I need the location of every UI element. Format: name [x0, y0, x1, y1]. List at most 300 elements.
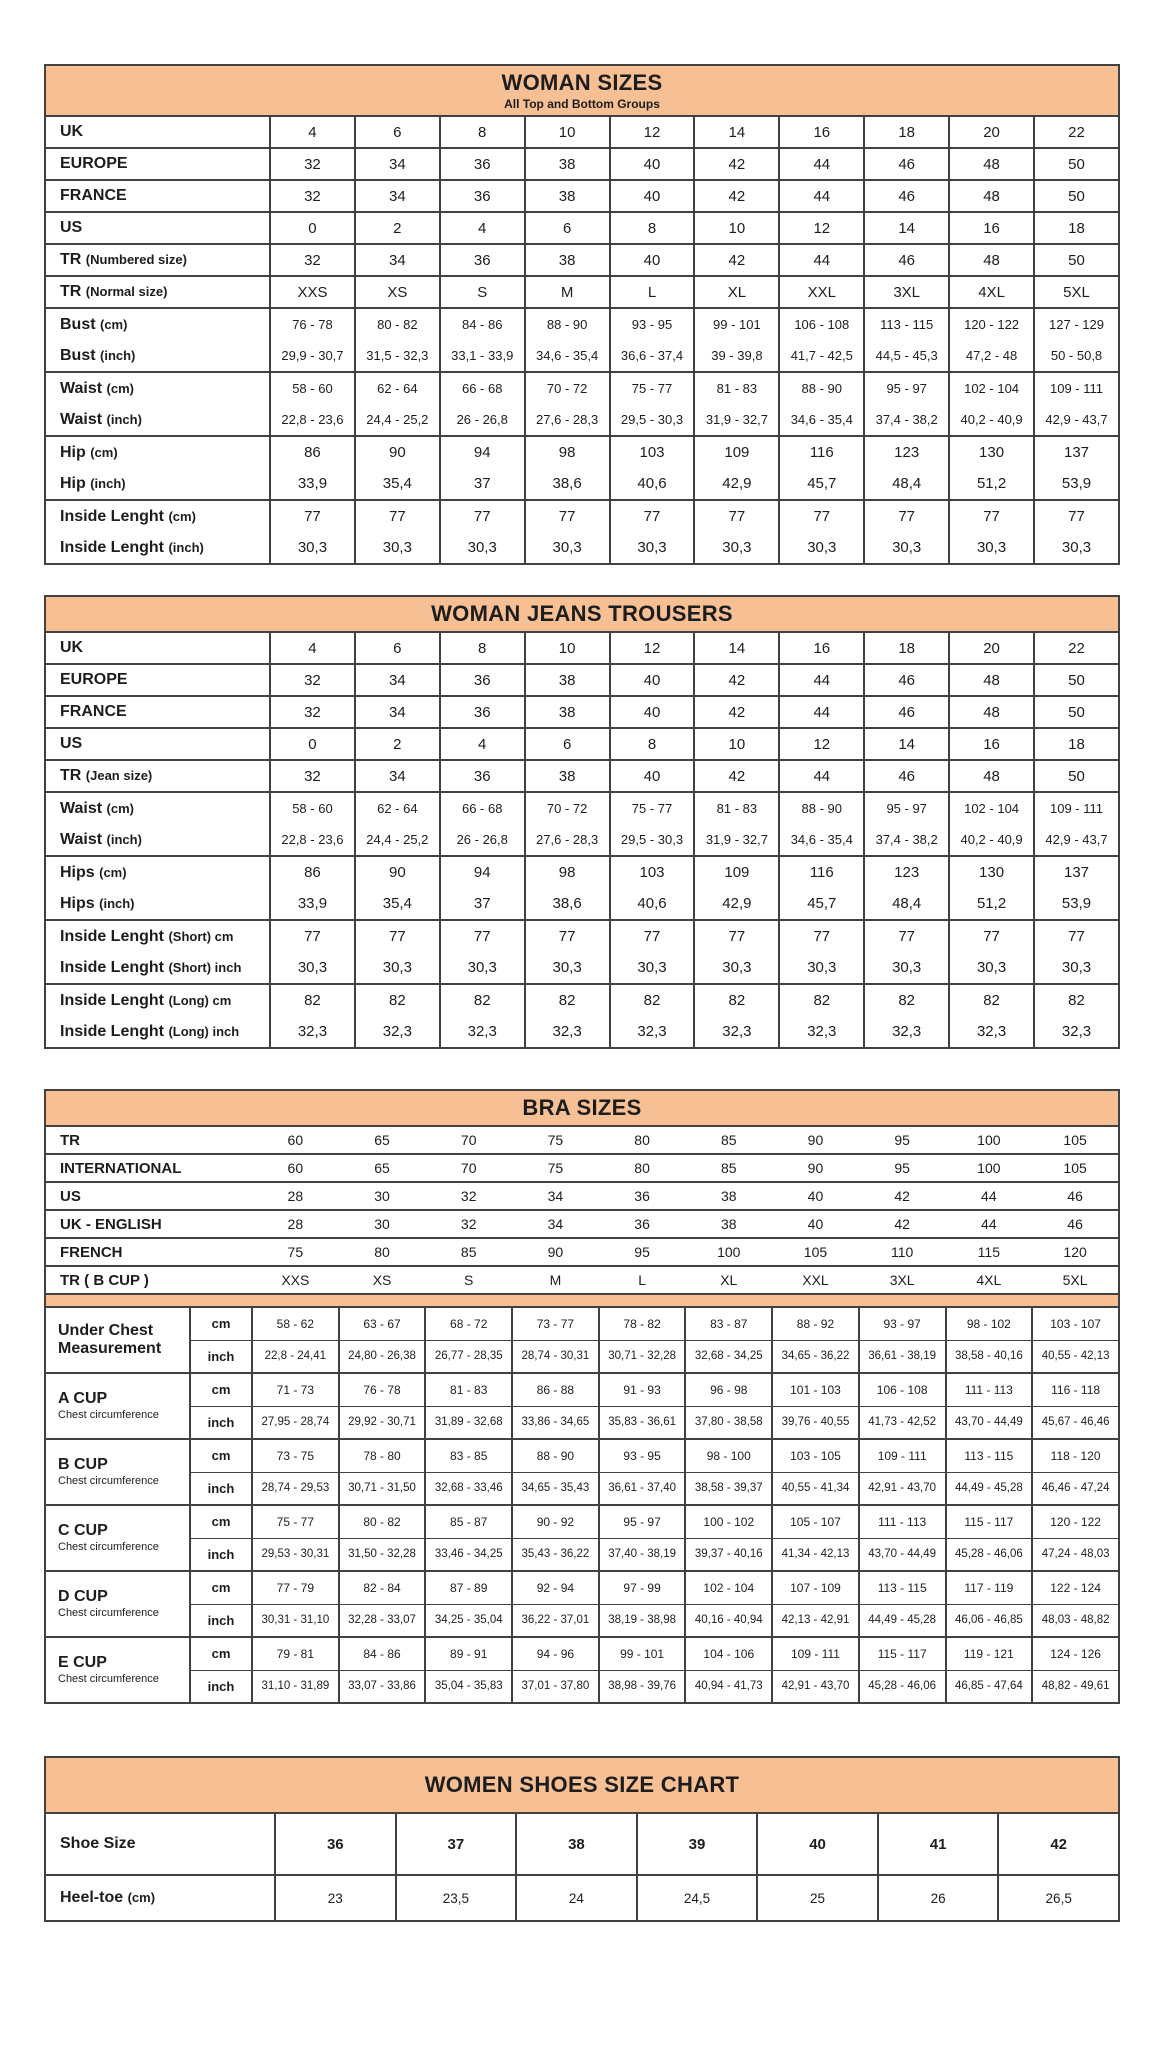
cell-value: 44,5 - 45,3: [864, 340, 949, 372]
cell-value: 40: [610, 696, 695, 728]
cell-value: 28: [252, 1182, 339, 1210]
cell-value: 30,3: [440, 952, 525, 984]
cell-value: 76 - 78: [339, 1373, 426, 1406]
cell-value: 90: [772, 1126, 859, 1154]
unit-label: inch: [190, 1472, 252, 1505]
cell-value: 81 - 83: [425, 1373, 512, 1406]
cell-value: 77: [1034, 920, 1119, 952]
cell-value: 94: [440, 436, 525, 468]
cell-value: 58 - 60: [270, 792, 355, 824]
cell-value: 77: [440, 920, 525, 952]
cup-name: C CUP: [58, 1521, 108, 1539]
cup-subtitle: Chest circumference: [58, 1673, 159, 1686]
row-label: Inside Lenght (cm): [45, 500, 270, 532]
cell-value: 12: [610, 116, 695, 148]
cell-value: 5XL: [1034, 276, 1119, 308]
cell-value: 102 - 104: [685, 1571, 772, 1604]
cell-value: 82 - 84: [339, 1571, 426, 1604]
cell-value: 33,1 - 33,9: [440, 340, 525, 372]
cell-value: 90: [512, 1238, 599, 1266]
table-row: [45, 116, 1119, 148]
cell-value: 44: [946, 1210, 1033, 1238]
cell-value: 65: [339, 1154, 426, 1182]
cell-value: 44: [779, 664, 864, 696]
cell-value: 77: [610, 920, 695, 952]
table-row: [45, 984, 1119, 1016]
table-row: [45, 1538, 1119, 1571]
table-row: [45, 1813, 1119, 1875]
cell-value: 32,28 - 33,07: [339, 1604, 426, 1637]
cell-value: 29,9 - 30,7: [270, 340, 355, 372]
women-shoes-table: [44, 1756, 1120, 1922]
cell-value: 45,67 - 46,46: [1032, 1406, 1119, 1439]
table-row: [45, 1637, 1119, 1670]
cell-value: 105: [772, 1238, 859, 1266]
cell-value: 31,9 - 32,7: [694, 404, 779, 436]
cell-value: 6: [525, 728, 610, 760]
cell-value: 103: [610, 856, 695, 888]
cell-value: 23,5: [396, 1875, 517, 1921]
row-label: [45, 1571, 190, 1637]
cell-value: 46: [864, 696, 949, 728]
cell-value: 46: [864, 664, 949, 696]
cell-value: 26,5: [998, 1875, 1119, 1921]
cell-value: 99 - 101: [599, 1637, 686, 1670]
cell-value: 106 - 108: [859, 1373, 946, 1406]
cell-value: 48: [949, 696, 1034, 728]
cell-value: 42,91 - 43,70: [859, 1472, 946, 1505]
cell-value: 94: [440, 856, 525, 888]
cell-value: 40: [772, 1182, 859, 1210]
cell-value: 119 - 121: [946, 1637, 1033, 1670]
cell-value: 22: [1034, 632, 1119, 664]
cell-value: 8: [610, 212, 695, 244]
cell-value: 4: [270, 116, 355, 148]
cell-value: 24,80 - 26,38: [339, 1340, 426, 1373]
cell-value: 82: [779, 984, 864, 1016]
cell-value: 37,40 - 38,19: [599, 1538, 686, 1571]
table-row: [45, 1307, 1119, 1340]
cell-value: 77: [525, 920, 610, 952]
cell-value: 38: [525, 180, 610, 212]
table-row: [45, 1406, 1119, 1439]
cell-value: 33,46 - 34,25: [425, 1538, 512, 1571]
cell-value: 117 - 119: [946, 1571, 1033, 1604]
table-row: [45, 1670, 1119, 1703]
cell-value: 116 - 118: [1032, 1373, 1119, 1406]
cell-value: 32: [425, 1210, 512, 1238]
cell-value: 38,58 - 40,16: [946, 1340, 1033, 1373]
cell-value: 32,3: [610, 1016, 695, 1048]
cell-value: 16: [779, 632, 864, 664]
bra-sizes-table: [44, 1089, 1120, 1704]
cell-value: 35,83 - 36,61: [599, 1406, 686, 1439]
table-row: [45, 920, 1119, 952]
cell-value: 82: [610, 984, 695, 1016]
cell-value: 78 - 82: [599, 1307, 686, 1340]
cell-value: 6: [355, 116, 440, 148]
row-label: EUROPE: [45, 148, 270, 180]
cell-value: 31,9 - 32,7: [694, 824, 779, 856]
cell-value: 105: [1032, 1126, 1119, 1154]
cell-value: 32,68 - 33,46: [425, 1472, 512, 1505]
row-label: EUROPE: [45, 664, 270, 696]
cell-value: 77: [949, 920, 1034, 952]
cell-value: 50: [1034, 148, 1119, 180]
cell-value: 32,3: [440, 1016, 525, 1048]
row-label: FRANCE: [45, 180, 270, 212]
cell-value: 24,4 - 25,2: [355, 824, 440, 856]
cell-value: 85 - 87: [425, 1505, 512, 1538]
cell-value: 42: [694, 148, 779, 180]
unit-label: cm: [190, 1439, 252, 1472]
row-label: Inside Lenght (Long) cm: [45, 984, 270, 1016]
cell-value: 83 - 87: [685, 1307, 772, 1340]
cell-value: 32: [425, 1182, 512, 1210]
cell-value: 95 - 97: [599, 1505, 686, 1538]
cell-value: 53,9: [1034, 888, 1119, 920]
cell-value: 82: [440, 984, 525, 1016]
cell-value: 102 - 104: [949, 372, 1034, 404]
cell-value: 34: [512, 1210, 599, 1238]
cup-name: B CUP: [58, 1455, 108, 1473]
table-header: [45, 65, 1119, 116]
cell-value: 28,74 - 29,53: [252, 1472, 339, 1505]
cell-value: 38: [525, 760, 610, 792]
cell-value: 103 - 105: [772, 1439, 859, 1472]
cell-value: 43,70 - 44,49: [859, 1538, 946, 1571]
cell-value: 12: [779, 728, 864, 760]
cell-value: 12: [610, 632, 695, 664]
cell-value: 10: [694, 212, 779, 244]
cell-value: 95: [859, 1154, 946, 1182]
cell-value: XS: [339, 1266, 426, 1294]
row-label: Waist (cm): [45, 372, 270, 404]
unit-label: cm: [190, 1373, 252, 1406]
cell-value: 109 - 111: [1034, 792, 1119, 824]
cell-value: 35,4: [355, 888, 440, 920]
cell-value: 44: [779, 760, 864, 792]
cell-value: 90 - 92: [512, 1505, 599, 1538]
cell-value: 44: [946, 1182, 1033, 1210]
row-label: [45, 1637, 190, 1703]
cell-value: 30,3: [270, 952, 355, 984]
cup-subtitle: Chest circumference: [58, 1541, 159, 1554]
cell-value: 77: [525, 500, 610, 532]
cell-value: 39: [637, 1813, 758, 1875]
table-row: [45, 1238, 1119, 1266]
cell-value: 38: [685, 1182, 772, 1210]
cell-value: 40: [610, 664, 695, 696]
cell-value: 109: [694, 436, 779, 468]
cell-value: 111 - 113: [859, 1505, 946, 1538]
cell-value: 90: [772, 1154, 859, 1182]
cell-value: 137: [1034, 856, 1119, 888]
cell-value: 70: [425, 1154, 512, 1182]
cell-value: 29,92 - 30,71: [339, 1406, 426, 1439]
table-row: [45, 1266, 1119, 1294]
cell-value: 28: [252, 1210, 339, 1238]
cell-value: 36: [440, 664, 525, 696]
cell-value: 30,3: [694, 952, 779, 984]
cell-value: 103: [610, 436, 695, 468]
cell-value: 34: [355, 180, 440, 212]
cell-value: 38: [525, 696, 610, 728]
cell-value: 30,3: [694, 532, 779, 564]
table-row: [45, 1294, 1119, 1307]
cell-value: 38,6: [525, 468, 610, 500]
cell-value: 27,6 - 28,3: [525, 824, 610, 856]
cell-value: 88 - 92: [772, 1307, 859, 1340]
cell-value: 68 - 72: [425, 1307, 512, 1340]
cell-value: 29,5 - 30,3: [610, 824, 695, 856]
cell-value: 80: [599, 1154, 686, 1182]
cell-value: 30,3: [355, 952, 440, 984]
cell-value: 37: [396, 1813, 517, 1875]
cell-value: 70: [425, 1126, 512, 1154]
row-label: TR (Jean size): [45, 760, 270, 792]
cell-value: 60: [252, 1126, 339, 1154]
cell-value: 42: [694, 696, 779, 728]
cell-value: 120: [1032, 1238, 1119, 1266]
cell-value: 10: [525, 116, 610, 148]
row-label: [45, 1373, 190, 1439]
cell-value: 40: [610, 244, 695, 276]
cell-value: 36: [440, 760, 525, 792]
cell-value: 30: [339, 1210, 426, 1238]
cell-value: 24: [516, 1875, 637, 1921]
cell-value: 33,07 - 33,86: [339, 1670, 426, 1703]
cell-value: 38: [525, 148, 610, 180]
cell-value: 44: [779, 180, 864, 212]
cell-value: 24,4 - 25,2: [355, 404, 440, 436]
cell-value: 95 - 97: [864, 792, 949, 824]
cell-value: 113 - 115: [864, 308, 949, 340]
cell-value: 46,85 - 47,64: [946, 1670, 1033, 1703]
table-title: WOMAN SIZES: [501, 70, 663, 95]
table-row: [45, 436, 1119, 468]
cell-value: 73 - 77: [512, 1307, 599, 1340]
cell-value: 115 - 117: [859, 1637, 946, 1670]
cell-value: 97 - 99: [599, 1571, 686, 1604]
cell-value: 91 - 93: [599, 1373, 686, 1406]
table-row: [45, 856, 1119, 888]
table-row: [45, 888, 1119, 920]
cell-value: 28,74 - 30,31: [512, 1340, 599, 1373]
cell-value: 80 - 82: [355, 308, 440, 340]
cell-value: 75: [252, 1238, 339, 1266]
unit-label: cm: [190, 1571, 252, 1604]
cell-value: 36: [440, 180, 525, 212]
row-label: [45, 1439, 190, 1505]
cell-value: 88 - 90: [512, 1439, 599, 1472]
table-header: [45, 596, 1119, 632]
table-title-band: [45, 65, 1119, 116]
cell-value: 36: [440, 148, 525, 180]
table-header: [45, 1757, 1119, 1813]
cell-value: 30,3: [525, 532, 610, 564]
table-row: [45, 1505, 1119, 1538]
row-label: Hips (cm): [45, 856, 270, 888]
cell-value: 58 - 60: [270, 372, 355, 404]
cell-value: 95 - 97: [864, 372, 949, 404]
unit-label: cm: [190, 1505, 252, 1538]
cell-value: 40,6: [610, 468, 695, 500]
table-row: [45, 212, 1119, 244]
cell-value: XL: [685, 1266, 772, 1294]
unit-label: inch: [190, 1406, 252, 1439]
cell-value: 45,28 - 46,06: [859, 1670, 946, 1703]
cell-value: 44: [779, 244, 864, 276]
cell-value: 42,91 - 43,70: [772, 1670, 859, 1703]
cell-value: 33,9: [270, 888, 355, 920]
cell-value: 42: [859, 1182, 946, 1210]
table-row: [45, 308, 1119, 340]
cell-value: 46: [864, 760, 949, 792]
cell-value: 32,3: [270, 1016, 355, 1048]
cell-value: 70 - 72: [525, 792, 610, 824]
row-label: US: [45, 1182, 252, 1210]
unit-label: inch: [190, 1538, 252, 1571]
table-row: [45, 1210, 1119, 1238]
row-label: Inside Lenght (Short) cm: [45, 920, 270, 952]
cell-value: 81 - 83: [694, 792, 779, 824]
cell-value: 41,73 - 42,52: [859, 1406, 946, 1439]
cell-value: 40,2 - 40,9: [949, 404, 1034, 436]
cell-value: 30,3: [1034, 532, 1119, 564]
row-label: TR (Normal size): [45, 276, 270, 308]
cell-value: 70 - 72: [525, 372, 610, 404]
cell-value: 101 - 103: [772, 1373, 859, 1406]
cell-value: 86: [270, 436, 355, 468]
cell-value: 82: [270, 984, 355, 1016]
cell-value: 32,3: [525, 1016, 610, 1048]
cup-subtitle: Chest circumference: [58, 1409, 159, 1422]
cell-value: 32: [270, 696, 355, 728]
cell-value: 46,06 - 46,85: [946, 1604, 1033, 1637]
table-row: [45, 664, 1119, 696]
cell-value: 42: [694, 180, 779, 212]
cell-value: 34: [355, 244, 440, 276]
cell-value: 102 - 104: [949, 792, 1034, 824]
cell-value: 48: [949, 180, 1034, 212]
cell-value: 38,19 - 38,98: [599, 1604, 686, 1637]
cell-value: 87 - 89: [425, 1571, 512, 1604]
cell-value: 111 - 113: [946, 1373, 1033, 1406]
cell-value: 18: [864, 632, 949, 664]
cell-value: 4: [270, 632, 355, 664]
cell-value: 26,77 - 28,35: [425, 1340, 512, 1373]
cell-value: 34,65 - 35,43: [512, 1472, 599, 1505]
cell-value: 32: [270, 244, 355, 276]
cell-value: 31,89 - 32,68: [425, 1406, 512, 1439]
cell-value: 14: [694, 116, 779, 148]
cell-value: 93 - 95: [610, 308, 695, 340]
cell-value: 92 - 94: [512, 1571, 599, 1604]
cell-value: XXS: [252, 1266, 339, 1294]
cell-value: 50 - 50,8: [1034, 340, 1119, 372]
table-row: [45, 728, 1119, 760]
cell-value: 50: [1034, 696, 1119, 728]
cell-value: 30,3: [525, 952, 610, 984]
cell-value: 6: [525, 212, 610, 244]
table-row: [45, 952, 1119, 984]
cell-value: 100 - 102: [685, 1505, 772, 1538]
cell-value: 42: [998, 1813, 1119, 1875]
row-label: Hip (inch): [45, 468, 270, 500]
cell-value: 36: [275, 1813, 396, 1875]
row-label: Bust (inch): [45, 340, 270, 372]
table-row: [45, 468, 1119, 500]
table-row: [45, 244, 1119, 276]
cell-value: 79 - 81: [252, 1637, 339, 1670]
cell-value: 26 - 26,8: [440, 824, 525, 856]
cell-value: 30,71 - 32,28: [599, 1340, 686, 1373]
cell-value: 51,2: [949, 888, 1034, 920]
cell-value: 75: [512, 1126, 599, 1154]
cell-value: 77: [355, 920, 440, 952]
cell-value: 32,3: [864, 1016, 949, 1048]
row-label: TR (Numbered size): [45, 244, 270, 276]
row-label: Shoe Size: [45, 1813, 275, 1875]
cell-value: 47,2 - 48: [949, 340, 1034, 372]
cell-value: 8: [440, 116, 525, 148]
cell-value: 77: [440, 500, 525, 532]
cup-subtitle: Chest circumference: [58, 1475, 159, 1488]
cell-value: 46: [864, 244, 949, 276]
cell-value: 82: [864, 984, 949, 1016]
cell-value: 30,3: [864, 952, 949, 984]
cell-value: 48: [949, 244, 1034, 276]
cell-value: 77: [779, 500, 864, 532]
unit-label: inch: [190, 1670, 252, 1703]
cell-value: 34: [355, 760, 440, 792]
cell-value: 127 - 129: [1034, 308, 1119, 340]
table-title: BRA SIZES: [522, 1095, 642, 1120]
cell-value: 5XL: [1032, 1266, 1119, 1294]
cell-value: 25: [757, 1875, 878, 1921]
table-title: WOMEN SHOES SIZE CHART: [424, 1772, 740, 1797]
cell-value: 14: [864, 212, 949, 244]
cup-name: E CUP: [58, 1653, 107, 1671]
cell-value: 86: [270, 856, 355, 888]
cell-value: 94 - 96: [512, 1637, 599, 1670]
cell-value: 42: [694, 244, 779, 276]
cell-value: 84 - 86: [339, 1637, 426, 1670]
table-row: [45, 1439, 1119, 1472]
row-label: UK - ENGLISH: [45, 1210, 252, 1238]
cell-value: 77 - 79: [252, 1571, 339, 1604]
cell-value: 44,49 - 45,28: [859, 1604, 946, 1637]
cell-value: 20: [949, 632, 1034, 664]
cell-value: 51,2: [949, 468, 1034, 500]
cell-value: 27,6 - 28,3: [525, 404, 610, 436]
cell-value: 34,6 - 35,4: [779, 824, 864, 856]
cell-value: 27,95 - 28,74: [252, 1406, 339, 1439]
cell-value: 37,01 - 37,80: [512, 1670, 599, 1703]
cell-value: 75 - 77: [610, 792, 695, 824]
cell-value: 96 - 98: [685, 1373, 772, 1406]
cell-value: 95: [599, 1238, 686, 1266]
cell-value: 18: [864, 116, 949, 148]
cell-value: 34: [512, 1182, 599, 1210]
cell-value: 39,76 - 40,55: [772, 1406, 859, 1439]
cell-value: 26 - 26,8: [440, 404, 525, 436]
table-row: [45, 1373, 1119, 1406]
cell-value: 105: [1032, 1154, 1119, 1182]
cell-value: 46: [864, 180, 949, 212]
cell-value: 98: [525, 856, 610, 888]
